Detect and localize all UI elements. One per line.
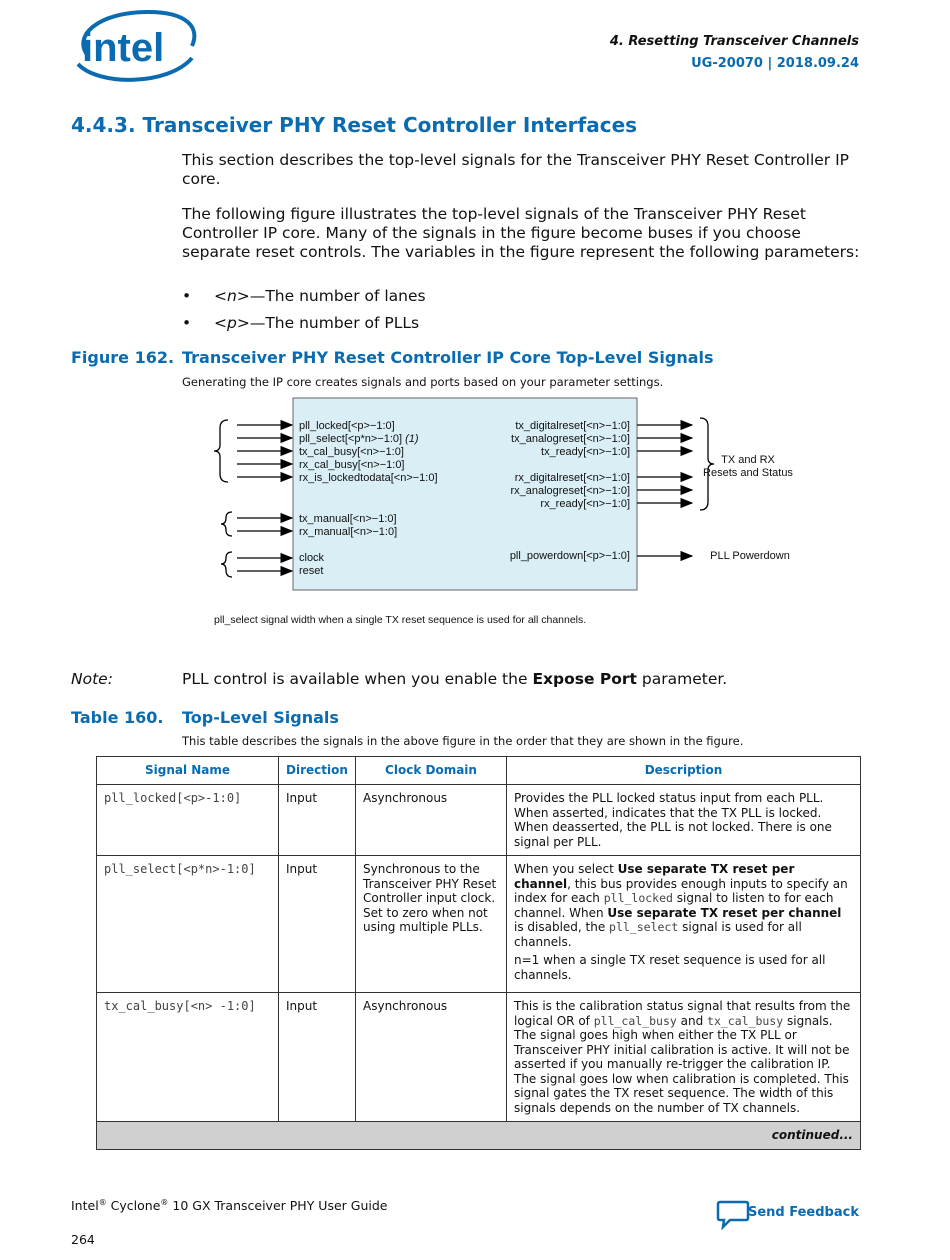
sig-rx-cal-busy: rx_cal_busy[<n>−1:0] xyxy=(299,459,405,471)
footer-guide-name: 10 GX Transceiver PHY User Guide xyxy=(168,1198,388,1214)
desc-text: signal to listen to for each channel. When xyxy=(514,891,834,920)
desc-text: signals. The signal goes high when either the TX PLL or Transceiver PHY initial calibration is active. It will not be asserted if you manually re-trigger the calibration IP. The signal goes low when calibration is completed. This signal gates the TX reset sequence. The width of this signals depends on the number of TX channels. xyxy=(514,1013,850,1115)
table-row xyxy=(97,993,861,1122)
bullet-dot: • xyxy=(182,287,192,305)
continued-row xyxy=(97,1122,861,1150)
desc-code: tx_cal_busy xyxy=(707,1013,784,1028)
col-signal-name: Signal Name xyxy=(97,757,279,785)
footer-doc-title xyxy=(71,1198,387,1213)
bullet-dot: • xyxy=(182,314,192,332)
col-clock-domain: Clock Domain xyxy=(356,757,507,785)
sig-rx-manual: rx_manual[<n>−1:0] xyxy=(299,526,398,538)
sig-tx-manual: tx_manual[<n>−1:0] xyxy=(299,513,397,525)
desc-text: When you select xyxy=(514,862,618,876)
desc-bold: Use separate TX reset per channel xyxy=(607,905,842,920)
desc-code: pll_cal_busy xyxy=(593,1013,677,1028)
sig-tx-analogreset: tx_analogreset[<n>−1:0] xyxy=(511,433,630,445)
sig-pll-select-name: pll_select[<p*n>−1:0] xyxy=(299,433,403,445)
sig-pll-locked: pll_locked[<p>−1:0] xyxy=(299,420,395,432)
cell-clock: Asynchronous xyxy=(356,785,507,856)
logo-text: intel xyxy=(82,26,165,70)
figure-intro-paragraph: The following figure illustrates the top-level signals of the Transceiver PHY Reset Controller IP core. Many of the signals in the figure become buses if you choose separate reset controls. The variables in the figure represent the following parameters: xyxy=(182,205,860,261)
cell-clock: Synchronous to the Transceiver PHY Reset Controller input clock. Set to zero when not using multiple PLLs. xyxy=(356,856,507,993)
sig-rx-digitalreset: rx_digitalreset[<n>−1:0] xyxy=(514,472,630,484)
cell-description xyxy=(507,856,861,993)
desc-text: is disabled, the xyxy=(514,920,610,934)
desc-code: pll_select xyxy=(609,920,679,934)
note-text-after: parameter. xyxy=(636,670,728,688)
cell-signal: pll_locked[<p>-1:0] xyxy=(97,785,279,856)
table-caption: This table describes the signals in the above figure in the order that they are shown in the figure. xyxy=(182,734,744,748)
desc-text: , this bus provides enough inputs to specify an index for each xyxy=(514,876,848,905)
cell-signal: pll_select[<p*n>-1:0] xyxy=(97,856,279,993)
footnote-ref: (1) xyxy=(405,433,419,445)
bullet-symbol: <p> xyxy=(214,314,250,332)
table-row xyxy=(97,785,861,856)
cell-signal: tx_cal_busy[<n> -1:0] xyxy=(97,993,279,1122)
cell-direction: Input xyxy=(279,993,356,1122)
sig-tx-cal-busy: tx_cal_busy[<n>−1:0] xyxy=(299,446,404,458)
table-title: Top-Level Signals xyxy=(182,708,339,727)
header-doc-id: UG-20070 | 2018.09.24 xyxy=(691,56,859,71)
section-heading: 4.4.3. Transceiver PHY Reset Controller Interfaces xyxy=(71,113,638,137)
desc-text: This is the calibration status signal that results from the logical OR of xyxy=(514,999,851,1028)
table-row xyxy=(97,856,861,993)
figure-title: Transceiver PHY Reset Controller IP Core Top-Level Signals xyxy=(182,348,714,367)
desc-text: signal is used for all channels. xyxy=(514,920,802,949)
cell-clock: Asynchronous xyxy=(356,993,507,1122)
group-label-tx-rx: TX and RX xyxy=(721,454,775,466)
note-text-before: PLL control is available when you enable the xyxy=(182,670,533,688)
footer-product: Cyclone xyxy=(106,1198,161,1214)
bullet-symbol: <n> xyxy=(214,287,250,305)
header-section-title: 4. Resetting Transceiver Channels xyxy=(609,34,859,49)
note-bold: Expose Port xyxy=(532,670,637,688)
desc-paragraph: n=1 when a single TX reset sequence is used for all channels. xyxy=(514,953,826,982)
cell-description xyxy=(507,993,861,1122)
feedback-icon[interactable] xyxy=(716,1200,750,1234)
intro-paragraph: This section describes the top-level signals for the Transceiver PHY Reset Controller IP core. xyxy=(182,151,850,188)
col-direction: Direction xyxy=(279,757,356,785)
send-feedback-link[interactable]: Send Feedback xyxy=(748,1205,859,1220)
registered-mark: ® xyxy=(98,1198,107,1207)
page-number: 264 xyxy=(71,1232,95,1247)
footer-brand: Intel xyxy=(71,1198,99,1214)
sig-rx-ready: rx_ready[<n>−1:0] xyxy=(540,498,630,510)
col-description: Description xyxy=(507,757,861,785)
group-label-pll-powerdown: PLL Powerdown xyxy=(710,550,790,562)
sig-pll-select xyxy=(299,433,419,445)
desc-paragraph xyxy=(514,862,853,949)
note-text xyxy=(182,670,727,688)
sig-tx-digitalreset: tx_digitalreset[<n>−1:0] xyxy=(515,420,630,432)
registered-mark: ® xyxy=(160,1198,169,1207)
signals-table xyxy=(96,756,861,1150)
sig-pll-powerdown: pll_powerdown[<p>−1:0] xyxy=(509,550,630,562)
cell-description: Provides the PLL locked status input from each PLL. When asserted, indicates that the TX PLL is locked. When deasserted, the PLL is not locked. There is one signal per PLL. xyxy=(507,785,861,856)
figure-caption: Generating the IP core creates signals and ports based on your parameter settings. xyxy=(182,375,664,389)
figure-label: Figure 162. xyxy=(71,348,175,367)
table-label: Table 160. xyxy=(71,708,164,727)
table-header-row xyxy=(97,757,861,785)
sig-reset: reset xyxy=(299,565,324,577)
bullet-text: —The number of lanes xyxy=(249,287,426,305)
cell-direction: Input xyxy=(279,856,356,993)
group-label-resets-status: Resets and Status xyxy=(703,467,793,479)
sig-clock: clock xyxy=(299,552,325,564)
desc-bold: Use separate TX reset per channel xyxy=(514,862,795,891)
sig-rx-is-lockedtodata: rx_is_lockedtodata[<n>−1:0] xyxy=(299,472,438,484)
continued-label: continued... xyxy=(97,1122,861,1150)
note-label: Note: xyxy=(71,670,113,688)
figure-footnote: pll_select signal width when a single TX reset sequence is used for all channels. xyxy=(214,614,587,626)
sig-tx-ready: tx_ready[<n>−1:0] xyxy=(541,446,630,458)
sig-rx-analogreset: rx_analogreset[<n>−1:0] xyxy=(510,485,630,497)
desc-text: and xyxy=(676,1013,708,1028)
cell-direction: Input xyxy=(279,785,356,856)
desc-code: pll_locked xyxy=(603,891,673,905)
bullet-text: —The number of PLLs xyxy=(249,314,420,332)
